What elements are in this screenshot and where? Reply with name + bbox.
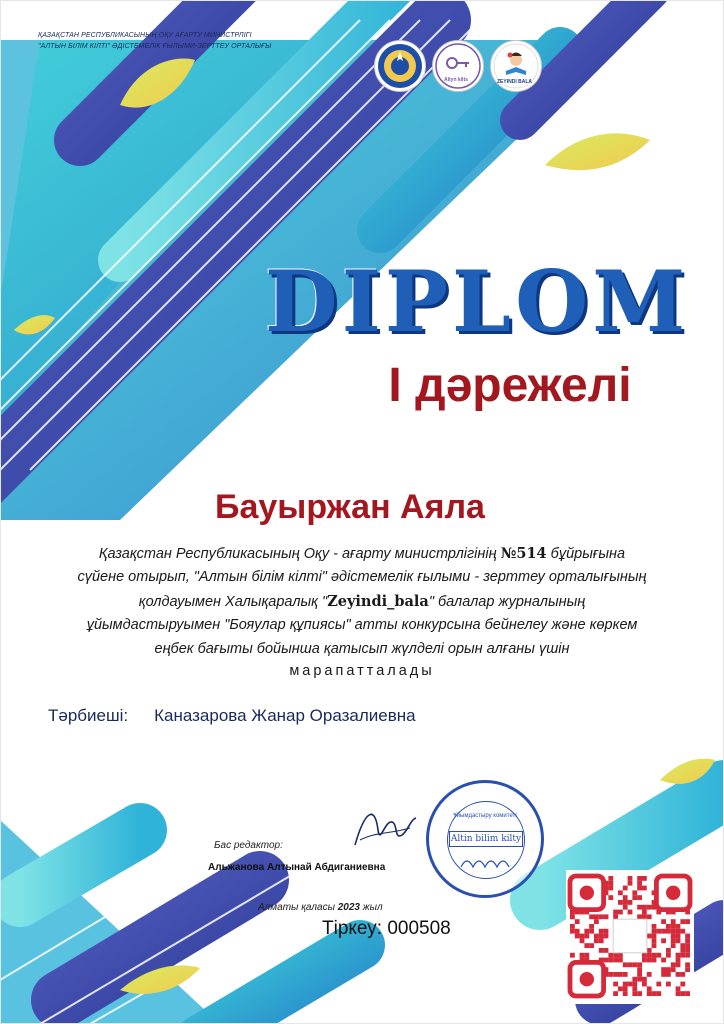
body-line-3 [20,593,704,610]
journal-name: Zeyindi_bala [327,593,429,610]
official-stamp [426,780,544,898]
city-year-line [258,902,383,913]
city-text: Алматы қаласы [258,902,338,913]
child-reading-logo-icon [490,40,542,92]
body-line-1-pre: Қазақстан Республикасының Оқу - ағарту министрлігінің [98,546,501,562]
editor-name: Альжанова Алтынай Абдиганиевна [208,862,386,873]
teacher-name: Каназарова Жанар Оразалиевна [154,706,416,725]
body-line-5: еңбек бағыты бойынша қатысып жүлделі орын алғаны үшін [154,641,570,657]
org-line-2: "АЛТЫН БІЛІМ КІЛТІ" ӘДІСТЕМЕЛІК ҒЫЛЫМИ-ЗЕРТТЕУ ОРТАЛЫҒЫ [38,43,272,50]
order-number: №514 [500,545,547,562]
qr-code-icon [566,870,694,1004]
body-line-4: ұйымдастыруымен "Бояулар құпиясы" атты конкурсына бейнелеу және көркем [86,617,638,633]
year-text: 2023 [337,902,360,913]
teacher-label: Тәрбиеші: [48,706,129,725]
state-emblem-icon [374,40,426,92]
key-logo-icon [432,40,484,92]
stamp-ornament-icon [459,853,511,873]
diploma-title: DIPLOM [264,252,690,351]
body-line-3-pre: қолдауымен Халықаралық " [138,594,328,610]
body-line-3-post: " балалар журналының [428,594,586,610]
editor-label: Бас редактор: [214,840,283,851]
key-logo-label: Altyn kilts [444,77,468,83]
awarded-text: марапатталады [289,663,435,679]
org-line-1: ҚАЗАҚСТАН РЕСПУБЛИКАСЫНЫҢ ОҚУ АҒАРТУ МИНИСТРЛІГІ [38,32,252,39]
zeyindi-bala-logo-label: ZEYINDI BALA [497,79,532,85]
body-line-1-post: бұйрығына [546,546,626,562]
year-suffix: жыл [359,902,383,913]
signature-icon [350,800,420,860]
body-line-2: сүйене отырып, "Алтын білім кілті" әдістемелік ғылыми - зерттеу орталығының [77,569,647,585]
degree-label: I дәрежелі [388,359,632,412]
stamp-center-text: Altin bilim kilty [449,831,523,847]
recipient-name: Бауыржан Аяла [215,488,485,526]
teacher-line [48,706,416,726]
registration-number: Тіркеу: 000508 [322,918,451,939]
stamp-top-text: Ұйымдастыру комитеті [453,813,517,819]
qr-code[interactable] [566,870,694,1004]
body-line-1 [20,545,704,562]
